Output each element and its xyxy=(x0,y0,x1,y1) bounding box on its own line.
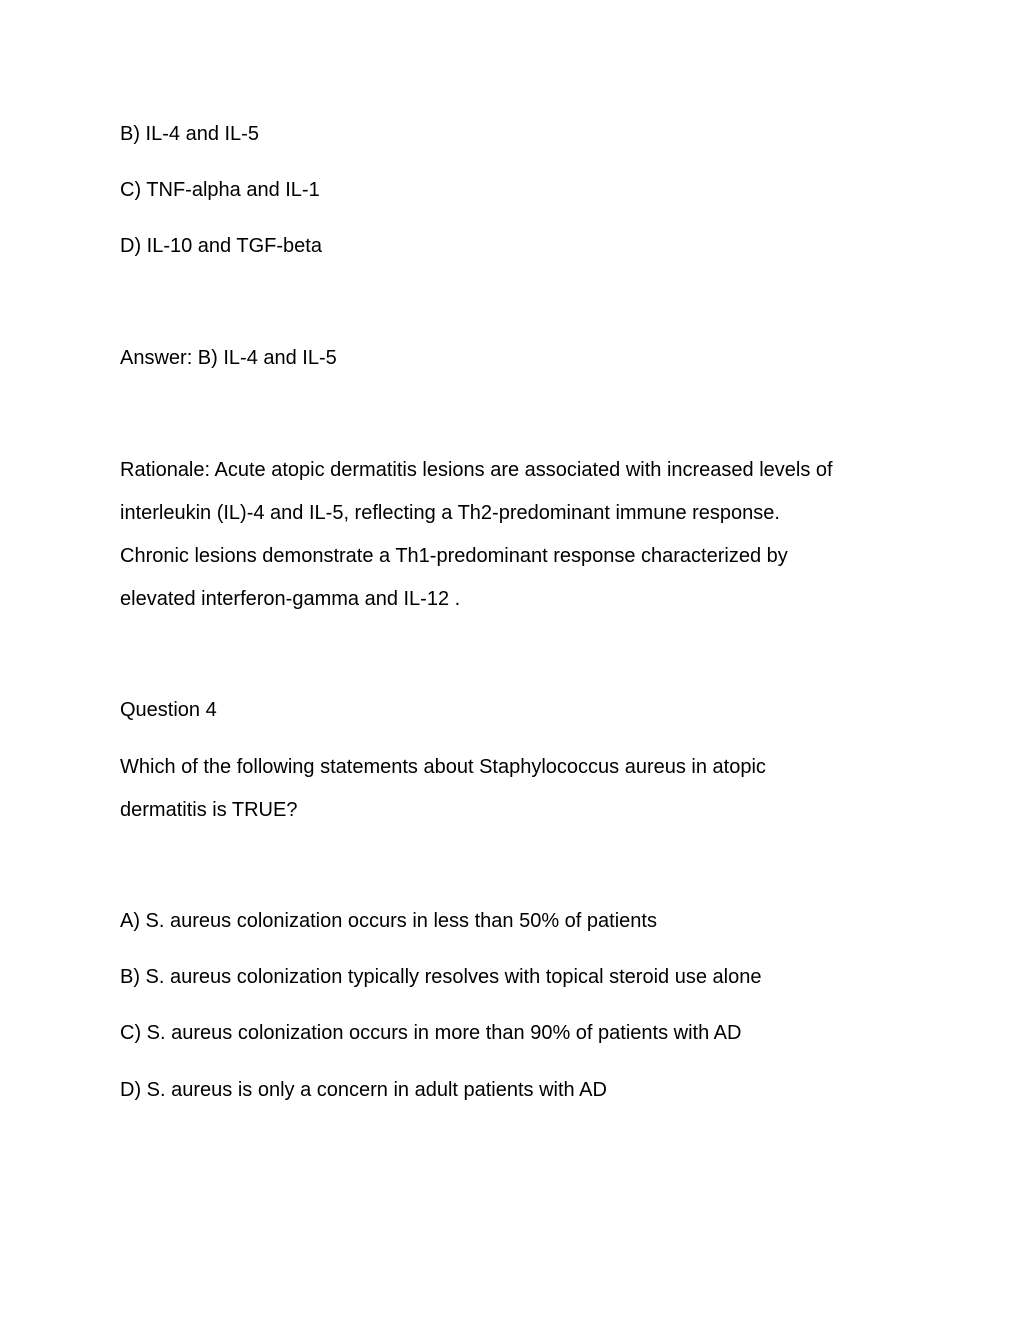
rationale-line-4: elevated interferon-gamma and IL-12 . xyxy=(120,588,461,610)
question-prompt-line-1: Which of the following statements about Staphylococcus aureus in atopic xyxy=(120,756,766,778)
option-b-text: B) IL-4 and IL-5 xyxy=(120,123,259,145)
option-c-text: C) TNF-alpha and IL-1 xyxy=(120,179,320,201)
q4-option-b-text: B) S. aureus colonization typically resolves with topical steroid use alone xyxy=(120,966,762,988)
question-prompt-line-2: dermatitis is TRUE? xyxy=(120,799,298,821)
q4-option-d-text: D) S. aureus is only a concern in adult patients with AD xyxy=(120,1079,607,1101)
rationale-line-3: Chronic lesions demonstrate a Th1-predominant response characterized by xyxy=(120,545,788,567)
rationale-line-2: interleukin (IL)-4 and IL-5, reflecting a Th2-predominant immune response. xyxy=(120,502,780,524)
answer-text: Answer: B) IL-4 and IL-5 xyxy=(120,347,337,369)
rationale-line-1: Rationale: Acute atopic dermatitis lesions are associated with increased levels of xyxy=(120,459,833,481)
q4-option-c-text: C) S. aureus colonization occurs in more than 90% of patients with AD xyxy=(120,1022,742,1044)
q4-option-a-text: A) S. aureus colonization occurs in less than 50% of patients xyxy=(120,910,657,932)
option-d-text: D) IL-10 and TGF-beta xyxy=(120,235,322,257)
question-heading: Question 4 xyxy=(120,699,217,721)
